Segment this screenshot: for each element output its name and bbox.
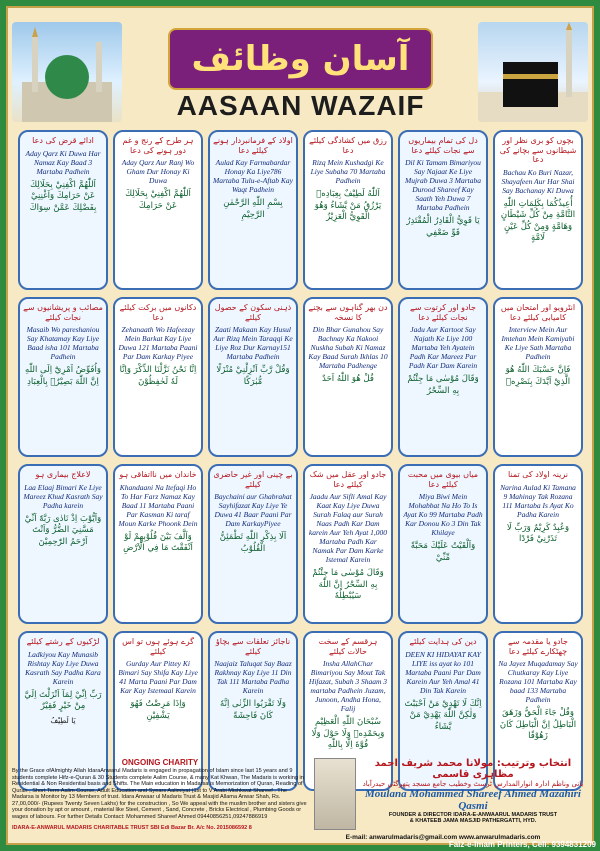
wazifa-english-text: Dil Ki Tamam Bimariyou Say Najaat Ke Liye Mujrab Duwa 3 Martaba Durood Shareef Kay Saath Yeh Duwa 7 Martaba Padhein xyxy=(404,158,482,213)
wazifa-card xyxy=(208,464,298,624)
wazifa-arabic-dua: وَاُفَوِّضُ اَمْرِيْٓ اِلَى اللّٰهِ اِنَّ اللّٰهَ بَصِيْرٌۢ بِالْعِبَادِ xyxy=(25,365,101,387)
wazifa-english-text: Jaadu Aur Sifli Amal Kay Kaat Kay Liye Duwa Surah Falaq aur Surah Naas Padh Kar Dam karein Aur Yeh Ayat 1,000 Martaba Padh Kar Namak Par Dam Karke Istemal Karein xyxy=(308,492,388,565)
wazifa-urdu-heading: مصائب و پریشانیوں سے نجات کیلئے xyxy=(23,303,103,322)
wazifa-urdu-heading: ناجائز تعلقات سے بچاؤ کیلئے xyxy=(215,637,291,656)
printer-credit: Faiz-e-Imam Printers, Cell: 9394831209 xyxy=(448,840,596,849)
wazifa-urdu-heading: ذہنی سکون کے حصول کیلئے xyxy=(214,303,292,322)
wazifa-urdu-heading: میاں بیوی میں محبت کیلئے دعا xyxy=(407,470,479,489)
wazifa-card xyxy=(303,130,393,290)
wazifa-english-text: Zaati Makaan Kay Husul Aur Rizq Mein Taraqqi Ke Liye Roz Dur Karnay151 Martaba Padhein xyxy=(213,325,293,362)
wazifa-card xyxy=(493,297,583,457)
wazifa-english-text: Laa Elaaj Bimari Ke Liye Mareez Khud Kasrath Say Padha karein xyxy=(23,482,103,510)
wazifa-english-text: Bachau Ko Buri Nazar, Shayafeen Aur Har Shai Say Bachanay Ki Duwa xyxy=(501,167,575,195)
wazifa-english-text: Interview Mein Aur Imtehan Mein Kamiyabi Ke Liye Sath Martaba Padhein xyxy=(501,325,575,362)
wazifa-arabic-dua: يَا قَوِيُّ الْقَادِرُ الْمُقْتَدِرُ قَوِّ ضَعْفِي xyxy=(406,216,480,238)
wazifa-english-text: Narina Aulad Ki Tamana 9 Mahinay Tak Rozana 111 Martaba Is Ayat Ko Padha Karein xyxy=(500,482,576,519)
wazifa-arabic-dua: وَلَا تَقْرَبُوا الزِّنٰى اِنَّهٗ كَانَ فَاحِشَةً xyxy=(220,699,286,721)
wazifa-arabic-dua: وَقَالَ مُوْسٰى مَا جِئْتُمْ بِهِ السِّحْرُ اِنَّ اللّٰهَ سَيُبْطِلُهٗ xyxy=(312,568,384,602)
wazifa-card xyxy=(18,130,108,290)
wazifa-arabic-dua: وَقُلْ جَاءَ الْحَقُّ وَزَهَقَ الْبَاطِلُ اِنَّ الْبَاطِلَ كَانَ زَهُوْقًا xyxy=(499,708,577,742)
header xyxy=(8,8,592,126)
wazifa-urdu-heading: خاندان میں نااتفاقی ہو xyxy=(119,470,197,479)
compiler-role-2: & KHATEEB JAMA MASJID PATHERGATTI, HYD. xyxy=(409,818,537,824)
wazifa-urdu-heading: ادائے قرض کی دعا xyxy=(32,136,94,145)
wazifa-card xyxy=(113,297,203,457)
wazifa-arabic-extra: يَا لَطِيْفُ xyxy=(50,715,76,725)
wazifa-english-text: Jadu Aur Kartoot Say Najath Ke Liye 100 Martaba Yeh Ayatein Padh Kar Mareez Par Padh Kar Dam Karein xyxy=(408,325,478,371)
wazifa-english-text: Baychaini aur Ghabrahat Sayhifazat Kay Liye Ye Duwa 41 Baar Paani Par Dam KarkayPiyee xyxy=(214,492,292,529)
wazifa-card xyxy=(398,464,488,624)
wazifa-urdu-heading: ہرقسم کے سخت حالات کیلئے xyxy=(318,637,378,656)
wazifa-urdu-heading: جادو یا مقدمہ سے چھٹکارے کیلئے دعا xyxy=(508,637,568,656)
wazifa-english-text: Aulad Kay Farmabardar Honay Ka Liye786 Martaba Tulu-e-Aftab Kay Waqt Padhein xyxy=(213,158,293,195)
wazifa-arabic-dua: أُعِيذُكُمَا بِكَلِمَاتِ اللّٰهِ التَّامَّةِ مِنْ كُلِّ شَيْطَانٍ وَهَامَّةٍ وَمِنْ كُلِّ عَيْنٍ لَامَّةٍ xyxy=(500,198,576,244)
wazifa-english-text: Na Jayez Muqadamay Say Chutkaray Kay Liye Rozana 101 Martaba Kay baad 133 Martaba Padhein xyxy=(498,659,578,705)
mosque-icon xyxy=(12,22,122,122)
wazifa-urdu-heading: دل کی تمام بیماریوں سے نجات کیلئے دعا xyxy=(408,136,478,155)
title-english: AASAAN WAZAIF xyxy=(176,90,425,121)
wazifa-arabic-dua: قُلْ هُوَ اللّٰهُ اَحَدٌ xyxy=(322,374,374,385)
wazifa-card xyxy=(398,130,488,290)
compiler-role-1: FOUNDER & DIRECTOR IDARA-E-ANWAARUL MADARIS TRUST xyxy=(388,812,558,818)
kaaba-icon xyxy=(478,22,588,122)
title-banner xyxy=(168,28,433,90)
wazifa-arabic-dua: رَبِّ اِنِّيْ لِمَآ اَنْزَلْتَ اِلَيَّ مِنْ خَيْرٍ فَقِيْرٌ xyxy=(24,689,102,712)
wazifa-urdu-heading: ہر طرح کے رنج و غم دور ہونے کی دعا xyxy=(122,136,194,155)
compiler-role-urdu: بانی وناظم ادارہ انوارالمدارس ٹرسٹ وخطیب جامع مسجد پتھرگٹی حیدرآباد xyxy=(362,780,584,788)
charity-section xyxy=(12,758,308,830)
wazifa-arabic-dua: وَعُبِدٌ كَرِيْمٌ وَرَبِّ لَا تَذَرْنِيْ فَرْدًا xyxy=(506,522,570,545)
wazifa-urdu-heading: دکانوں میں برکت کیلئے دعا xyxy=(119,303,197,322)
wazifa-english-text: Zehanaath Wo Hafeezay Mein Barkat Kay Liye Duwa 121 Martaba Paani Par Dam Karkay Piyee xyxy=(118,325,198,362)
wazifa-arabic-dua: وَاَلْقَيْتُ عَلَيْكَ مَحَبَّةً مِّنِّيْ xyxy=(410,541,476,563)
wazifa-arabic-dua: اَلَا بِذِكْرِ اللّٰهِ تَطْمَئِنُّ الْقُلُوْبُ xyxy=(219,532,287,554)
wazifa-urdu-heading: جادو اور عقل میں شک کیلئے دعا xyxy=(309,470,387,489)
wazifa-arabic-dua: وَقَالَ مُوْسٰى مَا جِئْتُمْ بِهِ السِّحْرُ xyxy=(407,374,479,396)
wazifa-card xyxy=(113,130,203,290)
wazifa-english-text: Insha AllahChar Bimariyou Say Mout Tak Hifazat, Subah 3 Shaam 3 martaba Padhein Juzam, Junoon, Andha Hona, Falij xyxy=(308,659,388,714)
wazifa-arabic-dua: وَاَيُّوْبَ اِذْ نَادٰى رَبَّهٗٓ اَنِّيْ مَسَّنِيَ الضُّرُّ وَاَنْتَ اَرْحَمُ الرّٰحِمِيْنَ xyxy=(24,513,102,547)
wazifa-english-text: Rizq Mein Kushadgi Ke Liye Subaha 70 Martaba Padhein xyxy=(310,158,386,186)
compiler-name: Moulana Mohammed Shareef Ahmed Mazahiri Qasmi xyxy=(365,788,581,812)
masjid-nabawi-image xyxy=(12,22,122,122)
charity-text: By the Grace ofAlmighty Allah IdaraAnwarul Madaris is engaged in propagation of Islam since last 15 years and 9 students complete Hifz-e-Quran & 30 Students complete Aalim Course, & many Kat Khwan, The Madaris is working in Residential & Non Residential basis and Shifts. The Main education in Madarsa is Memorization of Quran, Reading of Quran , Short Term Aalim Course, Adult Education and Syears Aalimiyat (1st to V Arabi Mishkwat Shareef . The Madarsa is Monitor by 13 Members of trust. Idara Anwaar ul Madaris Trust & Masjid Allama Anwar Shah, Rs. 27,00,000/- (Rupees Twenty Seven Lakhs) for the construction , So We appeal with the muslim brother and sisters give your donation by apt or amount , material like Steel, Cement , Sand, Concrete , Bricks Electrical , Plumbing Goods or wages of labours. For further Details Contact: Mohammed Shareef Ahmed 09440856251,09247886919 xyxy=(12,768,307,820)
wazifa-arabic-dua: اِنَّكَ لَا تَهْدِيْ مَنْ اَحْبَبْتَ وَلٰكِنَّ اللّٰهَ يَهْدِيْ مَنْ يَّشَاءُ xyxy=(404,698,482,732)
compiler-urdu: انتخاب وترتیب: مولانا محمد شریف احمد مظاہری قاسمی xyxy=(374,758,572,780)
wazifa-card xyxy=(303,297,393,457)
wazifa-urdu-heading: بے چینی اور غیر حاضری کیلئے xyxy=(213,470,293,489)
wazifa-english-text: Aday Qarz Ki Duwa Har Namaz Kay Baad 3 Martaba Padhein xyxy=(25,148,101,176)
wazifa-card xyxy=(208,130,298,290)
footer xyxy=(12,758,588,830)
wazifa-urdu-heading: نرینہ اولاد کی تمنا xyxy=(508,470,568,479)
wazifa-card xyxy=(113,464,203,624)
kaaba-image xyxy=(478,22,588,122)
wazifa-urdu-heading: بچوں کو بری نظر اور شیطانوں سے بچانے کی دعا xyxy=(499,136,577,165)
title-urdu: آسان وظائف xyxy=(191,39,410,79)
wazifa-urdu-heading: رزق میں کشادگی کیلئے دعا xyxy=(309,136,387,155)
bank-details: IDARA-E-ANWARUL MADARIS CHARITABLE TRUST SBI Edi Bazar Br. A/c No. 2015086592 8 xyxy=(12,825,252,831)
wazifa-urdu-heading: گرے ہوئے ہوں تو اس کیلئے xyxy=(122,637,194,656)
wazifa-card xyxy=(208,297,298,457)
wazifa-english-text: Khandaani Na Itefaqi Ho To Har Farz Namaz Kay Baad 11 Martaba Paani Par Kasman Ki taraf Moun Karke Phoonk Dein xyxy=(118,482,198,528)
wazifa-card xyxy=(398,297,488,457)
wazifa-arabic-dua: وَاِذَا مَرِضْتُ فَهُوَ يَشْفِيْنِ xyxy=(130,699,186,721)
wazifa-arabic-dua: بِسْمِ اللّٰهِ الرَّحْمٰنِ الرَّحِيْمِ xyxy=(223,198,283,220)
contact-section xyxy=(358,758,588,830)
wazifa-english-text: Aday Qarz Aur Ranj Wo Gham Dur Honay Ki Duwa xyxy=(121,158,195,186)
building-image xyxy=(314,758,356,830)
email-line[interactable]: E-mail: anwarulmadaris@gmail.com www.anwarulmadaris.com xyxy=(345,834,541,841)
wazifa-english-text: Ladkiyou Kay Munasib Rishtay Kay Liye Duwa Kasrath Say Padha Kara Karein xyxy=(25,649,101,686)
wazifa-urdu-heading: لڑکیوں کے رشتے کیلئے xyxy=(26,637,100,646)
wazifa-urdu-heading: دین کی ہدایت کیلئے xyxy=(409,637,477,646)
wazifa-arabic-dua: اِنَّا نَحْنُ نَزَّلْنَا الذِّكْرَ وَاِنَّا لَهٗ لَحٰفِظُوْنَ xyxy=(119,365,197,387)
wazifa-arabic-dua: سُبْحَانَ اللّٰهِ الْعَظِيْمِ وَبِحَمْدِهٖ وَلَا حَوْلَ وَلَا قُوَّةَ اِلَّا بِاللّٰهِ xyxy=(311,717,385,751)
wazifa-arabic-dua: اَللّٰهُمَّ اكْفِنِيْ بِحَلَالِكَ عَنْ حَرَامِكَ xyxy=(125,189,191,211)
wazifa-english-text: Masaib Wo pareshaniou Say Khatamay Kay Liye Baad isha 101 Martaba Padhein xyxy=(26,325,100,362)
wazifa-card xyxy=(18,464,108,624)
wazifa-card xyxy=(493,130,583,290)
wazifa-english-text: Din Bhar Gunahou Say Bachnay Ka Nakooi Nuskha Subah Ki Namaz Kay Baad Surah Ikhlas 10 Martaba Padhenge xyxy=(308,325,388,371)
wazifa-arabic-dua: وَاَلَّفَ بَيْنَ قُلُوْبِهِمْ لَوْ اَنْفَقْتَ مَا فِي الْاَرْضِ xyxy=(123,531,193,554)
wazifa-english-text: DEEN KI HIDAYAT KAY LIYE iss ayat ko 101 Martaba Paani Par Dam Karein Aur Yeh Amal 41 Din Tak Karein xyxy=(405,649,481,695)
wazifa-english-text: Gurday Aur Pittey Ki Bimari Say Shifa Kay Liye 41 Marta Paani Par Dam Kar Kay Istemaal Karein xyxy=(118,659,198,696)
wazifa-card xyxy=(493,464,583,624)
wazifa-arabic-dua: اَللّٰهُ لَطِيْفٌ بِعِبَادِهٖ يَرْزُقُ مَنْ يَّشَاءُ وَهُوَ الْقَوِيُّ الْعَزِيْزُ xyxy=(314,189,382,223)
wazifa-urdu-heading: انٹرویو اور امتحان میں کامیابی کیلئے دعا xyxy=(500,303,576,322)
wazifa-english-text: Naajaiz Taluqat Say Baaz Rakhnay Kay Liye 11 Din Tak 111 Martaba Padha Karein xyxy=(214,659,292,696)
wazifa-card xyxy=(18,297,108,457)
wazifa-arabic-dua: فَاِنَّ حَسْبَكَ اللّٰهُ هُوَ الَّذِيْ اَيَّدَكَ بِنَصْرِهٖ xyxy=(505,365,571,387)
wazifa-urdu-heading: اولاد کے فرمانبردار ہونے کیلئے دعا xyxy=(213,136,293,155)
wazifa-urdu-heading: جادو اور کرتوت سے نجات کیلئے دعا xyxy=(410,303,476,322)
wazifa-arabic-dua: وَقُلْ رَّبِّ اَنْزِلْنِيْ مُنْزَلًا مُّبٰرَكًا xyxy=(216,365,290,387)
wazifa-english-text: Miya Biwi Mein Mohabbat Na Ho To Is Ayat Ko 99 Martaba Padh Kar Donou Ko 3 Din Tak Khilaye xyxy=(403,492,483,538)
charity-title: ONGOING CHARITY xyxy=(121,758,199,767)
wazifa-card xyxy=(303,464,393,624)
wazifa-urdu-heading: لاعلاج بیماری ہو xyxy=(35,470,91,479)
poster-inner xyxy=(6,6,594,845)
wazifa-arabic-dua: اَللّٰهُمَّ اكْفِنِيْ بِحَلَالِكَ عَنْ حَرَامِكَ وَاَغْنِنِيْ بِفَضْلِكَ عَمَّنْ سِوَاكَ xyxy=(29,179,97,213)
wazifa-urdu-heading: دن بھر گناہوں سے بچنے کا نسخہ xyxy=(308,303,388,322)
wazaif-grid xyxy=(18,130,582,791)
